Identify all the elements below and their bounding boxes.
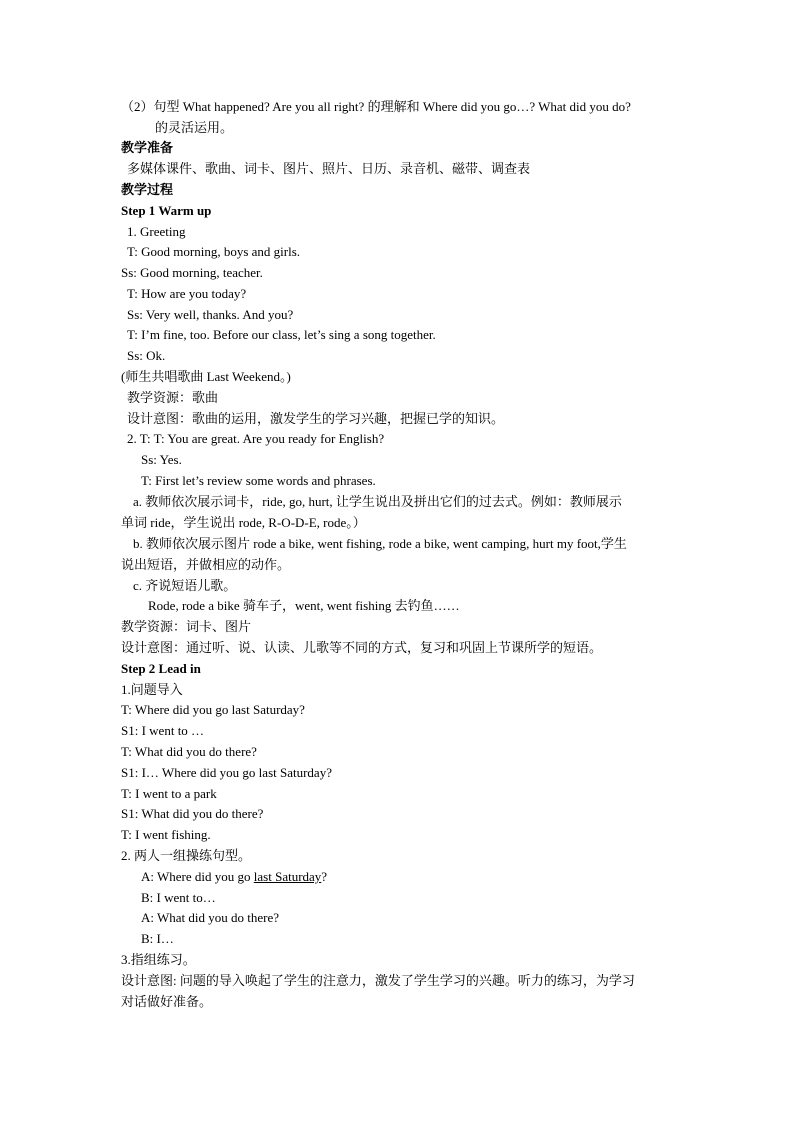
song-note: (师生共唱歌曲 Last Weekend。) xyxy=(121,369,291,384)
dialogue-line: Ss: Good morning, teacher. xyxy=(121,265,263,280)
objective-line: （2）句型 What happened? Are you all right? 的理解和 Where did you go…? What did you do? xyxy=(121,99,631,114)
section-heading-preparation: 教学准备 xyxy=(121,140,174,155)
activity-item: 1.问题导入 xyxy=(121,682,183,697)
activity-item: 3.指组练习。 xyxy=(121,952,196,967)
sub-activity-c: c. 齐说短语儿歌。 xyxy=(133,578,237,593)
step-1-heading: Step 1 Warm up xyxy=(121,203,212,218)
greeting-item: 1. Greeting xyxy=(127,224,186,239)
step-2-heading: Step 2 Lead in xyxy=(121,661,201,676)
section-heading-process: 教学过程 xyxy=(121,182,174,197)
resource-line: 教学资源：歌曲 xyxy=(127,390,219,405)
sub-activity-a-cont: 单词 ride，学生说出 rode, R-O-D-E, rode。） xyxy=(121,515,366,530)
design-intent-line: 设计意图：通过听、说、认读、儿歌等不同的方式，复习和巩固上节课所学的短语。 xyxy=(121,640,603,655)
dialogue-line: S1: What did you do there? xyxy=(121,806,264,821)
dialogue-line: T: I went to a park xyxy=(121,786,217,801)
sub-activity-a: a. 教师依次展示词卡，ride, go, hurt, 让学生说出及拼出它们的过去式。例如：教师展示 xyxy=(133,494,622,509)
design-intent-line: 设计意图：歌曲的运用，激发学生的学习兴趣，把握已学的知识。 xyxy=(127,411,505,426)
dialogue-line: Ss: Very well, thanks. And you? xyxy=(127,307,294,322)
practice-line: B: I went to… xyxy=(141,890,216,905)
chant-line: Rode, rode a bike 骑车子，went, went fishing 去钓鱼…… xyxy=(148,598,460,613)
preparation-items: 多媒体课件、歌曲、词卡、图片、照片、日历、录音机、磁带、调查表 xyxy=(127,161,531,176)
practice-text: A: Where did you go xyxy=(141,869,254,884)
dialogue-line: T: Where did you go last Saturday? xyxy=(121,702,305,717)
question-mark: ? xyxy=(321,869,328,884)
objective-line-cont: 的灵活运用。 xyxy=(155,120,234,135)
dialogue-line: T: First let’s review some words and phrases. xyxy=(141,473,376,488)
activity-item: 2. 两人一组操练句型。 xyxy=(121,848,252,863)
dialogue-line: T: Good morning, boys and girls. xyxy=(127,244,301,259)
dialogue-line: T: I’m fine, too. Before our class, let’s sing a song together. xyxy=(127,327,436,342)
practice-line: B: I… xyxy=(141,931,174,946)
dialogue-line: Ss: Ok. xyxy=(127,348,166,363)
sub-activity-b-cont: 说出短语，并做相应的动作。 xyxy=(121,557,291,572)
practice-line: A: What did you do there? xyxy=(141,910,280,925)
design-intent-line: 设计意图: 问题的导入唤起了学生的注意力，激发了学生学习的兴趣。听力的练习，为学习 xyxy=(121,973,635,988)
dialogue-line: T: What did you do there? xyxy=(121,744,257,759)
design-intent-line-cont: 对话做好准备。 xyxy=(121,994,213,1009)
dialogue-line: S1: I… Where did you go last Saturday? xyxy=(121,765,332,780)
dialogue-line: S1: I went to … xyxy=(121,723,205,738)
practice-line xyxy=(141,869,327,885)
dialogue-line: T: I went fishing. xyxy=(121,827,211,842)
dialogue-line: Ss: Yes. xyxy=(141,452,182,467)
underlined-phrase: last Saturday xyxy=(253,869,322,884)
sub-activity-b: b. 教师依次展示图片 rode a bike, went fishing, rode a bike, went camping, hurt my foot,学生 xyxy=(133,536,627,551)
dialogue-line: T: How are you today? xyxy=(127,286,247,301)
activity-item: 2. T: T: You are great. Are you ready for English? xyxy=(127,431,385,446)
resource-line: 教学资源：词卡、图片 xyxy=(121,619,252,634)
